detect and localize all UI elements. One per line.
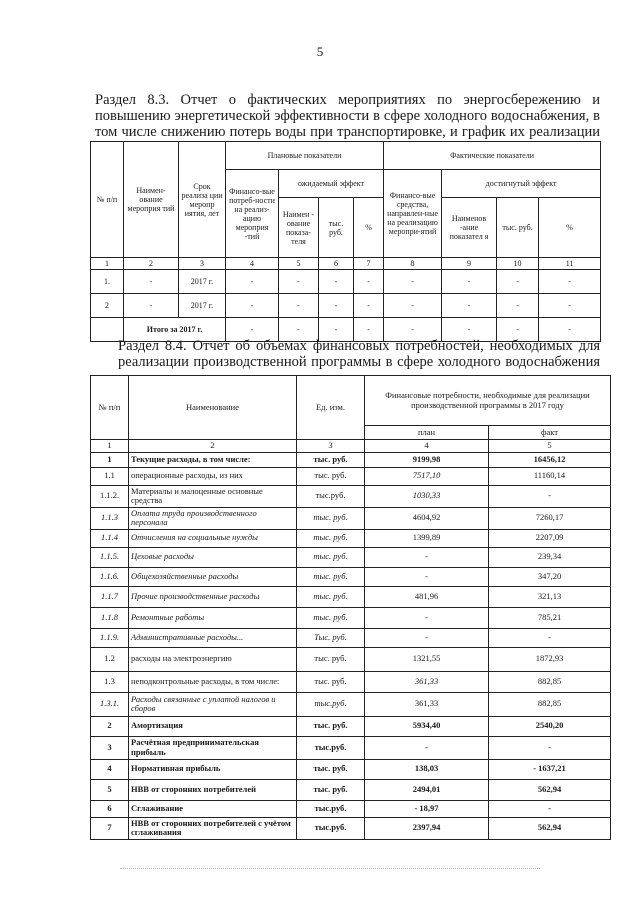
row-number: 1 bbox=[91, 452, 129, 467]
cell: - bbox=[226, 318, 279, 342]
row-unit: тыс.руб. bbox=[297, 485, 365, 507]
row-plan-value: 361,33 bbox=[365, 671, 489, 692]
cell: - bbox=[384, 270, 442, 294]
row-name: Сглаживание bbox=[129, 800, 297, 817]
row-fact-value: 2540,20 bbox=[489, 716, 611, 736]
row-unit: тыс. руб. bbox=[297, 647, 365, 671]
row-number: 7 bbox=[91, 817, 129, 839]
table-row bbox=[91, 692, 611, 716]
row-name: Материалы и малоценные основные средства bbox=[129, 485, 297, 507]
row-plan-value: 361,33 bbox=[365, 692, 489, 716]
row-unit: тыс. руб. bbox=[297, 716, 365, 736]
header-plan-fin: Финансо-вые потреб-ности на реализ-ацию мероприя -тий bbox=[226, 170, 279, 258]
col-number: 4 bbox=[365, 440, 489, 453]
table-row bbox=[91, 628, 611, 647]
row-name: Нормативная прибыль bbox=[129, 759, 297, 779]
cell: - bbox=[319, 270, 354, 294]
table-row bbox=[91, 607, 611, 628]
row-plan-value: 4604,92 bbox=[365, 507, 489, 529]
cell: - bbox=[442, 270, 497, 294]
cell: - bbox=[319, 318, 354, 342]
cell: - bbox=[384, 318, 442, 342]
row-number: 1.1 bbox=[91, 467, 129, 485]
header-term: Срок реализа ции меропр иятия, лет bbox=[179, 142, 226, 258]
header-financial-needs: Финансовые потребности, необходимые для реализации производственной программы в 2017 году bbox=[365, 376, 611, 426]
row-unit: тыс. руб. bbox=[297, 586, 365, 607]
row-number: 5 bbox=[91, 779, 129, 800]
row-name: Цеховые расходы bbox=[129, 547, 297, 567]
row-number: 1.3 bbox=[91, 671, 129, 692]
row-plan-value: 5934,40 bbox=[365, 716, 489, 736]
header-num: № п/п bbox=[91, 142, 124, 258]
cell: - bbox=[124, 270, 179, 294]
row-name: Прочие производственные расходы bbox=[129, 586, 297, 607]
header-pct-fact: % bbox=[539, 198, 601, 258]
header-fact: факт bbox=[489, 426, 611, 440]
row-plan-value: - bbox=[365, 736, 489, 759]
row-unit: тыс. руб. bbox=[297, 759, 365, 779]
row-number: 3 bbox=[91, 736, 129, 759]
row-plan-value: 2494,01 bbox=[365, 779, 489, 800]
row-number: 1.2 bbox=[91, 647, 129, 671]
cell: - bbox=[319, 294, 354, 318]
row-fact-value: 562,94 bbox=[489, 779, 611, 800]
row-unit: тыс.руб. bbox=[297, 817, 365, 839]
row-plan-value: 1399,89 bbox=[365, 529, 489, 547]
row-fact-value: 7260,17 bbox=[489, 507, 611, 529]
header-name: Наименование bbox=[129, 376, 297, 440]
row-number: 1.1.6. bbox=[91, 567, 129, 586]
table-row bbox=[91, 567, 611, 586]
row-number: 4 bbox=[91, 759, 129, 779]
cell: - bbox=[497, 294, 539, 318]
row-name: Оплата труда производственного персонала bbox=[129, 507, 297, 529]
header-indicator-fact: Наименов -ание показател я bbox=[442, 198, 497, 258]
table-row bbox=[91, 779, 611, 800]
row-fact-value: 239,34 bbox=[489, 547, 611, 567]
row-fact-value: 785,21 bbox=[489, 607, 611, 628]
header-plan-group: Плановые показатели bbox=[226, 142, 384, 170]
row-fact-value: - bbox=[489, 485, 611, 507]
cell: - bbox=[226, 270, 279, 294]
table-row bbox=[91, 529, 611, 547]
row-plan-value: 9199,98 bbox=[365, 452, 489, 467]
row-name: Расчётная предпринимательская прибыль bbox=[129, 736, 297, 759]
table-row bbox=[91, 294, 601, 318]
row-unit: тыс. руб. bbox=[297, 671, 365, 692]
row-plan-value: 2397,94 bbox=[365, 817, 489, 839]
table-row bbox=[91, 586, 611, 607]
table-row bbox=[91, 270, 601, 294]
col-number: 5 bbox=[489, 440, 611, 453]
row-fact-value: 321,13 bbox=[489, 586, 611, 607]
row-unit: тыс. руб. bbox=[297, 547, 365, 567]
col-number: 6 bbox=[319, 258, 354, 270]
row-number: 1.1.9. bbox=[91, 628, 129, 647]
row-number: 1.1.3 bbox=[91, 507, 129, 529]
row-name: Амортизация bbox=[129, 716, 297, 736]
row-name: Общехозяйственные расходы bbox=[129, 567, 297, 586]
table-row bbox=[91, 716, 611, 736]
col-number: 4 bbox=[226, 258, 279, 270]
col-number: 2 bbox=[124, 258, 179, 270]
table-row bbox=[91, 485, 611, 507]
header-pct-plan: % bbox=[354, 198, 384, 258]
cell: - bbox=[497, 318, 539, 342]
row-plan-value: 7517,10 bbox=[365, 467, 489, 485]
table-row bbox=[91, 736, 611, 759]
col-number: 3 bbox=[179, 258, 226, 270]
cell: - bbox=[539, 318, 601, 342]
col-number: 5 bbox=[279, 258, 319, 270]
col-number: 8 bbox=[384, 258, 442, 270]
row-unit: тыс.руб. bbox=[297, 800, 365, 817]
table-row bbox=[91, 647, 611, 671]
row-fact-value: 882,85 bbox=[489, 692, 611, 716]
col-number: 2 bbox=[129, 440, 297, 453]
cell: 2 bbox=[91, 294, 124, 318]
row-unit: тыс.руб. bbox=[297, 692, 365, 716]
col-number: 3 bbox=[297, 440, 365, 453]
row-fact-value: - bbox=[489, 736, 611, 759]
cell: - bbox=[539, 294, 601, 318]
row-fact-value: 11160,14 bbox=[489, 467, 611, 485]
cell: - bbox=[279, 318, 319, 342]
header-unit: Ед. изм. bbox=[297, 376, 365, 440]
row-unit: тыс. руб. bbox=[297, 779, 365, 800]
col-number: 1 bbox=[91, 440, 129, 453]
row-name: Текущие расходы, в том числе: bbox=[129, 452, 297, 467]
row-fact-value: 562,94 bbox=[489, 817, 611, 839]
table-row bbox=[91, 467, 611, 485]
row-unit: тыс. руб. bbox=[297, 452, 365, 467]
header-indicator-plan: Наимен - ование показа-теля bbox=[279, 198, 319, 258]
col-number: 10 bbox=[497, 258, 539, 270]
cell: - bbox=[354, 318, 384, 342]
cell: 1. bbox=[91, 270, 124, 294]
row-plan-value: - bbox=[365, 607, 489, 628]
financial-needs-table bbox=[90, 375, 611, 840]
header-name: Наимен-ование мероприя тий bbox=[124, 142, 179, 258]
cell: - bbox=[226, 294, 279, 318]
row-plan-value: 138,03 bbox=[365, 759, 489, 779]
table-row bbox=[91, 507, 611, 529]
header-fact-group: Фактические показатели bbox=[384, 142, 601, 170]
row-name: неподконтрольные расходы, в том числе: bbox=[129, 671, 297, 692]
table-row bbox=[91, 452, 611, 467]
row-name: Отчисления на социальные нужды bbox=[129, 529, 297, 547]
row-number: 1.1.5. bbox=[91, 547, 129, 567]
row-unit: Тыс. руб. bbox=[297, 628, 365, 647]
cell: - bbox=[279, 270, 319, 294]
header-num: № п/п bbox=[91, 376, 129, 440]
row-name: НВВ от сторонних потребителей с учётом сглаживания bbox=[129, 817, 297, 839]
cell: 2017 г. bbox=[179, 294, 226, 318]
cell: - bbox=[354, 294, 384, 318]
row-name: Ремонтные работы bbox=[129, 607, 297, 628]
cell: - bbox=[539, 270, 601, 294]
cell: 2017 г. bbox=[179, 270, 226, 294]
cell: - bbox=[279, 294, 319, 318]
row-fact-value: 16456,12 bbox=[489, 452, 611, 467]
row-plan-value: - 18,97 bbox=[365, 800, 489, 817]
col-number: 11 bbox=[539, 258, 601, 270]
cell: - bbox=[124, 294, 179, 318]
row-fact-value: - bbox=[489, 628, 611, 647]
table-row bbox=[91, 759, 611, 779]
footer-divider bbox=[120, 868, 540, 869]
section-8-4-title: Раздел 8.4. Отчет об объемах финансовых потребностей, необходимых для реализации производственной программы в сфере холодного водоснабжения bbox=[118, 338, 600, 370]
row-number: 1.1.8 bbox=[91, 607, 129, 628]
row-unit: тыс. руб. bbox=[297, 529, 365, 547]
row-unit: тыс. руб. bbox=[297, 567, 365, 586]
row-plan-value: 1321,55 bbox=[365, 647, 489, 671]
row-name: Административные расходы... bbox=[129, 628, 297, 647]
table-row bbox=[91, 817, 611, 839]
header-expected: ожидаемый эффект bbox=[279, 170, 384, 198]
cell: - bbox=[354, 270, 384, 294]
cell: - bbox=[442, 294, 497, 318]
table-row bbox=[91, 800, 611, 817]
col-number: 7 bbox=[354, 258, 384, 270]
cell: - bbox=[442, 318, 497, 342]
header-plan: план bbox=[365, 426, 489, 440]
row-number: 6 bbox=[91, 800, 129, 817]
row-number: 1.1.7 bbox=[91, 586, 129, 607]
row-name: расходы на электроэнергию bbox=[129, 647, 297, 671]
header-achieved: достигнутый эффект bbox=[442, 170, 601, 198]
table-row bbox=[91, 671, 611, 692]
measures-report-table bbox=[90, 141, 601, 342]
row-unit: тыс. руб. bbox=[297, 507, 365, 529]
cell: - bbox=[497, 270, 539, 294]
cell: - bbox=[384, 294, 442, 318]
row-plan-value: - bbox=[365, 567, 489, 586]
row-fact-value: 1872,93 bbox=[489, 647, 611, 671]
row-name: операционные расходы, из них bbox=[129, 467, 297, 485]
row-unit: тыс.руб. bbox=[297, 736, 365, 759]
row-unit: тыс. руб. bbox=[297, 467, 365, 485]
table-row bbox=[91, 547, 611, 567]
row-fact-value: 882,85 bbox=[489, 671, 611, 692]
row-number: 1.1.4 bbox=[91, 529, 129, 547]
row-name: НВВ от сторонних потребителей bbox=[129, 779, 297, 800]
header-rub-plan: тыс. руб. bbox=[319, 198, 354, 258]
row-number: 1.1.2. bbox=[91, 485, 129, 507]
row-fact-value: - bbox=[489, 800, 611, 817]
section-8-3-title: Раздел 8.3. Отчет о фактических мероприятиях по энергосбережению и повышению энергетической эффективности в сфере холодного водоснабжения, в том числе снижению потерь воды при транспортировке, и график их реализации bbox=[95, 92, 600, 140]
row-number: 2 bbox=[91, 716, 129, 736]
row-fact-value: 347,20 bbox=[489, 567, 611, 586]
header-fact-fin: Финансо-вые средства, направлен-ные на реализацию меропри-ятий bbox=[384, 170, 442, 258]
col-number: 9 bbox=[442, 258, 497, 270]
row-unit: тыс. руб. bbox=[297, 607, 365, 628]
row-plan-value: - bbox=[365, 628, 489, 647]
row-plan-value: 1030,33 bbox=[365, 485, 489, 507]
row-number: 1.3.1. bbox=[91, 692, 129, 716]
row-plan-value: 481,96 bbox=[365, 586, 489, 607]
row-fact-value: - 1637,21 bbox=[489, 759, 611, 779]
row-fact-value: 2207,09 bbox=[489, 529, 611, 547]
row-plan-value: - bbox=[365, 547, 489, 567]
col-number: 1 bbox=[91, 258, 124, 270]
page-number: 5 bbox=[316, 44, 324, 59]
row-name: Расходы связанные с уплатой налогов и сборов bbox=[129, 692, 297, 716]
total-label: Итого за 2017 г. bbox=[124, 318, 226, 342]
header-rub-fact: тыс. руб. bbox=[497, 198, 539, 258]
